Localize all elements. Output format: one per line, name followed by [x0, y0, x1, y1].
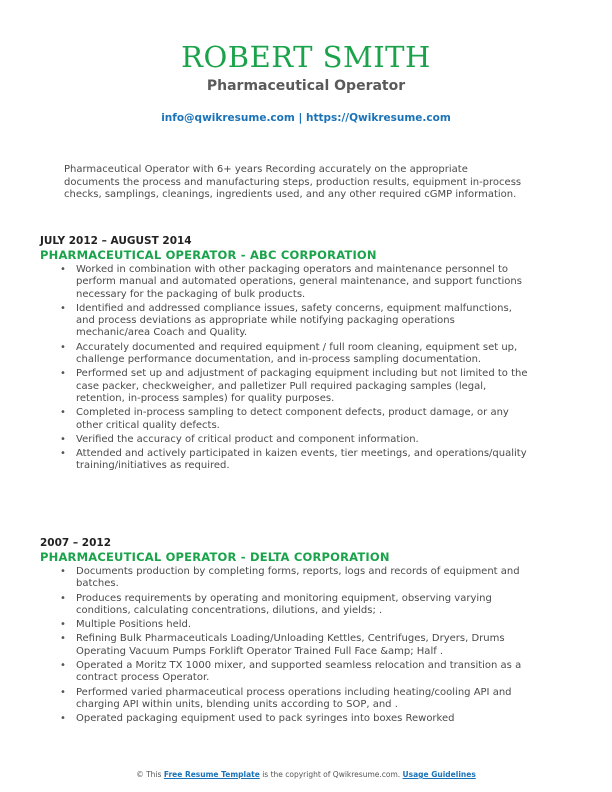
list-item: • Accurately documented and required equipment / full room cleaning, equipment set up, challenge performance documentation, and in-process sampling documentation.: [76, 342, 530, 367]
footer-prefix: © This: [136, 770, 164, 779]
email-link[interactable]: info@qwikresume.com: [161, 112, 295, 124]
list-item: • Worked in combination with other packaging operators and maintenance personnel to perform manual and automated operations, general maintenance, and support functions necessary for the packaging of bulk products.: [76, 264, 530, 301]
job-bullet-list: [40, 566, 530, 726]
list-item: • Attended and actively participated in kaizen events, tier meetings, and operations/quality training/initiatives as required.: [76, 448, 530, 473]
job-dates: JULY 2012 – AUGUST 2014: [40, 235, 192, 247]
contact-line: [0, 112, 612, 124]
job-title: PHARMACEUTICAL OPERATOR - DELTA CORPORATION: [40, 550, 390, 564]
job-title: PHARMACEUTICAL OPERATOR - ABC CORPORATION: [40, 248, 377, 262]
job-entry-2: [40, 536, 530, 728]
footer-copyright-text: is the copyright of Qwikresume.com.: [259, 770, 403, 779]
job-bullet-list: [40, 264, 530, 473]
candidate-title: Pharmaceutical Operator: [206, 78, 406, 94]
list-item: • Identified and addressed compliance issues, safety concerns, equipment malfunctions, and process deviations as appropriate while notifying packaging operations mechanic/area Coach and Quality.: [76, 303, 530, 340]
list-item: • Operated packaging equipment used to pack syringes into boxes Reworked: [76, 713, 530, 725]
job-dates: 2007 – 2012: [40, 537, 112, 549]
footer: [0, 770, 612, 779]
website-link[interactable]: https://Qwikresume.com: [305, 112, 451, 124]
list-item: • Multiple Positions held.: [76, 619, 530, 631]
list-item: • Verified the accuracy of critical product and component information.: [76, 434, 530, 446]
free-resume-template-link[interactable]: Free Resume Template: [163, 770, 260, 779]
list-item: • Performed varied pharmaceutical process operations including heating/cooling API and charging API within units, blending units according to SOP, and .: [76, 687, 530, 712]
contact-separator: |: [294, 112, 306, 124]
job-entry-1: [40, 234, 530, 475]
list-item: • Refining Bulk Pharmaceuticals Loading/Unloading Kettles, Centrifuges, Dryers, Drums Operating Vacuum Pumps Forklift Operator Trained Full Face &amp; Half .: [76, 633, 530, 658]
list-item: • Performed set up and adjustment of packaging equipment including but not limited to the case packer, checkweigher, and palletizer Pull required packaging samples (legal, retention, in-process samples) for quality purposes.: [76, 368, 530, 405]
list-item: • Produces requirements by operating and monitoring equipment, observing varying conditions, calculating concentrations, dilutions, and yields; .: [76, 593, 530, 618]
list-item: • Completed in-process sampling to detect component defects, product damage, or any other critical quality defects.: [76, 407, 530, 432]
candidate-name: ROBERT SMITH: [181, 40, 431, 74]
usage-guidelines-link[interactable]: Usage Guidelines: [402, 770, 476, 779]
list-item: • Documents production by completing forms, reports, logs and records of equipment and batches.: [76, 566, 530, 591]
list-item: • Operated a Moritz TX 1000 mixer, and supported seamless relocation and transition as a contract process Operator.: [76, 660, 530, 685]
summary-paragraph: Pharmaceutical Operator with 6+ years Recording accurately on the appropriate documents the process and manufacturing steps, production results, equipment in-process checks, samplings, cleanings, ingredients used, and any other required cGMP information.: [64, 164, 522, 200]
